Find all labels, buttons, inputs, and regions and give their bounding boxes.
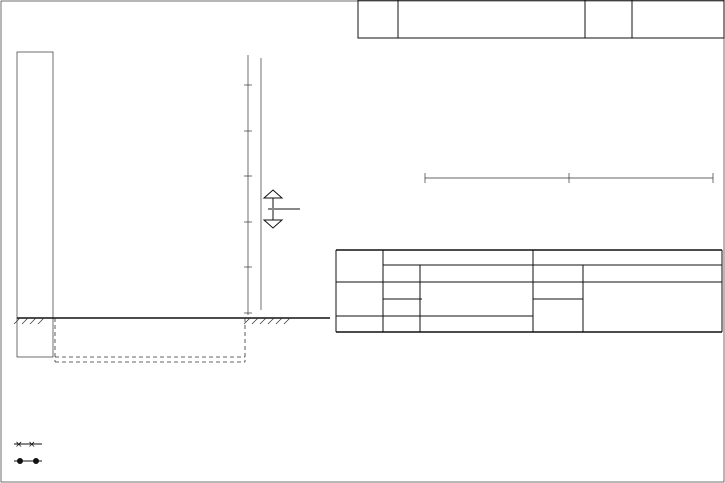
legend-cross-2: × bbox=[28, 440, 36, 450]
floor-label-column bbox=[17, 52, 53, 357]
legend-dot-1 bbox=[17, 458, 23, 464]
frame-border bbox=[1, 1, 724, 482]
ground-hatch bbox=[14, 318, 290, 324]
elevation-diagram bbox=[14, 52, 330, 362]
roof-grid-diagram bbox=[425, 173, 713, 183]
legend bbox=[14, 440, 42, 464]
thirty-meter-marker bbox=[264, 190, 300, 228]
spacing-table bbox=[336, 250, 722, 332]
legend-cross-1: × bbox=[15, 440, 23, 450]
notes-body bbox=[335, 352, 723, 354]
legend-dot-2 bbox=[33, 458, 39, 464]
title-block bbox=[358, 0, 724, 38]
